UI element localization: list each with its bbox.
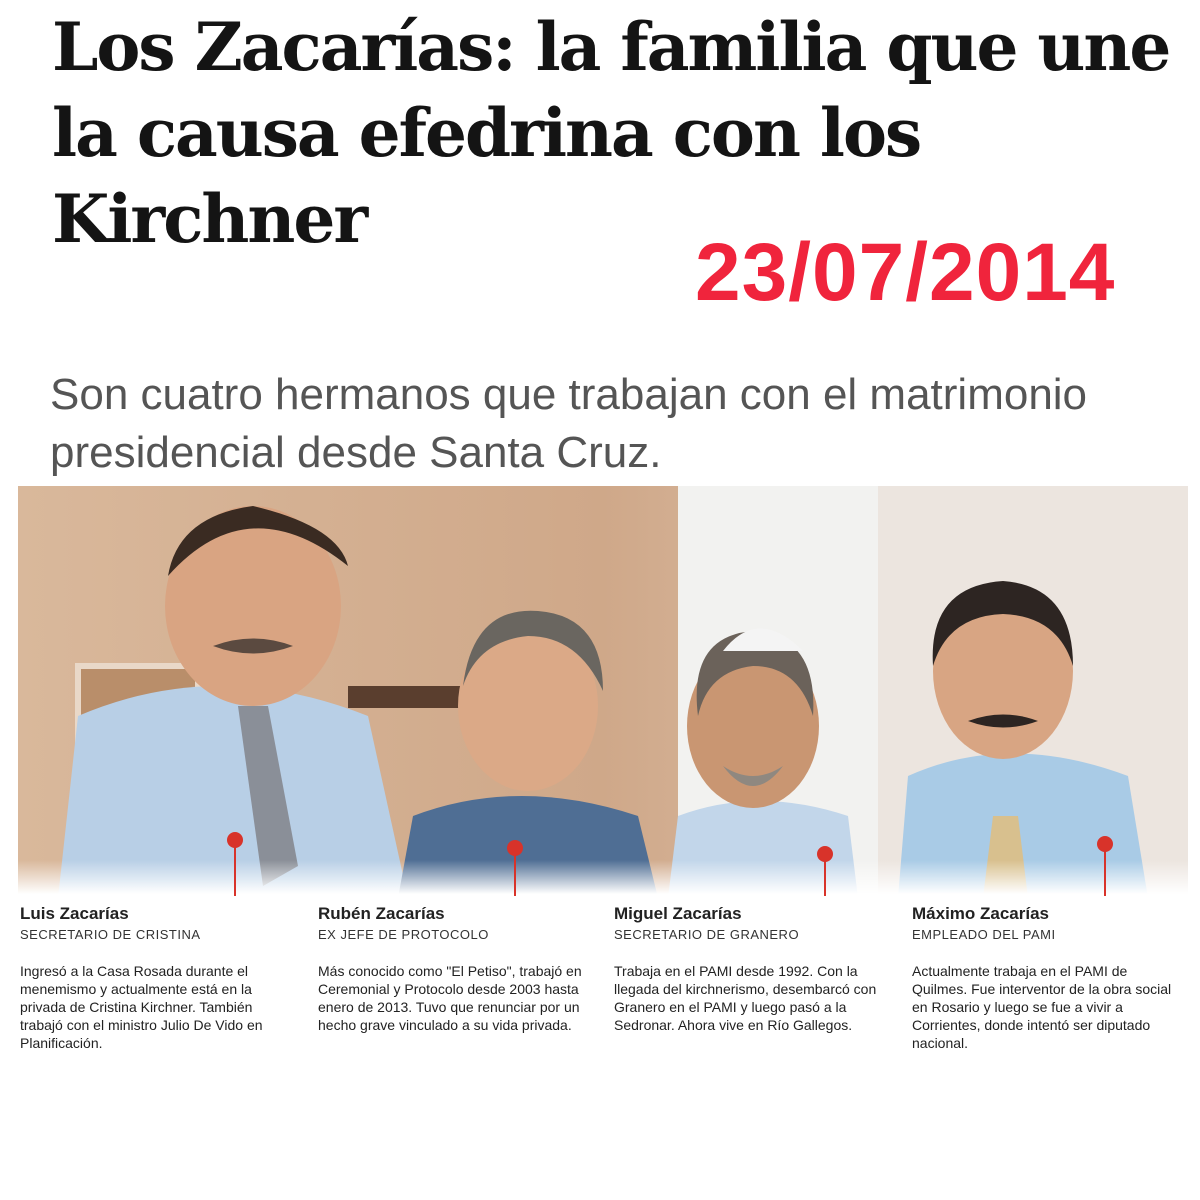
person-name: Rubén Zacarías <box>318 904 445 923</box>
person-card-luis <box>20 904 290 1052</box>
person-role: SECRETARIO DE GRANERO <box>614 927 800 942</box>
person-card-ruben <box>318 904 588 1034</box>
person-name: Máximo Zacarías <box>912 904 1050 923</box>
headline: Los Zacarías: la familia que une la causa efedrina con los Kirchner <box>52 8 1170 258</box>
person-role: EMPLEADO DEL PAMI <box>912 927 1056 942</box>
person-bio: Actualmente trabaja en el PAMI de Quilmes. Fue interventor de la obra social en Rosario y luego se fue a vivir a Corrientes, donde intentó ser diputado nacional. <box>912 963 1172 1051</box>
info-panel <box>18 860 1188 1110</box>
subtitle: Son cuatro hermanos que trabajan con el matrimonio presidencial desde Santa Cruz. <box>50 370 1088 477</box>
person-bio: Trabaja en el PAMI desde 1992. Con la llegada del kirchnerismo, desembarcó con Granero en el PAMI y luego pasó a la Sedronar. Ahora vive en Río Gallegos. <box>614 963 877 1033</box>
person-bio: Ingresó a la Casa Rosada durante el menemismo y actualmente está en la privada de Cristina Kirchner. También trabajó con el ministro Julio De Vido en Planificación. <box>20 963 263 1051</box>
wall-shelf <box>348 686 468 708</box>
group-photo <box>18 486 1188 898</box>
person-name: Miguel Zacarías <box>614 904 742 923</box>
marker-dot-luis <box>227 832 243 848</box>
marker-dot-ruben <box>507 840 523 856</box>
person-card-miguel <box>614 904 884 1034</box>
person-name: Luis Zacarías <box>20 904 129 923</box>
date-stamp: 23/07/2014 <box>695 227 1116 318</box>
marker-dot-miguel <box>817 846 833 862</box>
person-bio: Más conocido como "El Petiso", trabajó en Ceremonial y Protocolo desde 2003 hasta enero de 2013. Tuvo que renunciar por un hecho grave vinculado a su vida privada. <box>318 963 582 1033</box>
person-card-maximo <box>912 904 1182 1052</box>
person-role: EX JEFE DE PROTOCOLO <box>318 927 489 942</box>
marker-dot-maximo <box>1097 836 1113 852</box>
group-photo-illustration <box>18 486 1188 898</box>
person-role: SECRETARIO DE CRISTINA <box>20 927 201 942</box>
